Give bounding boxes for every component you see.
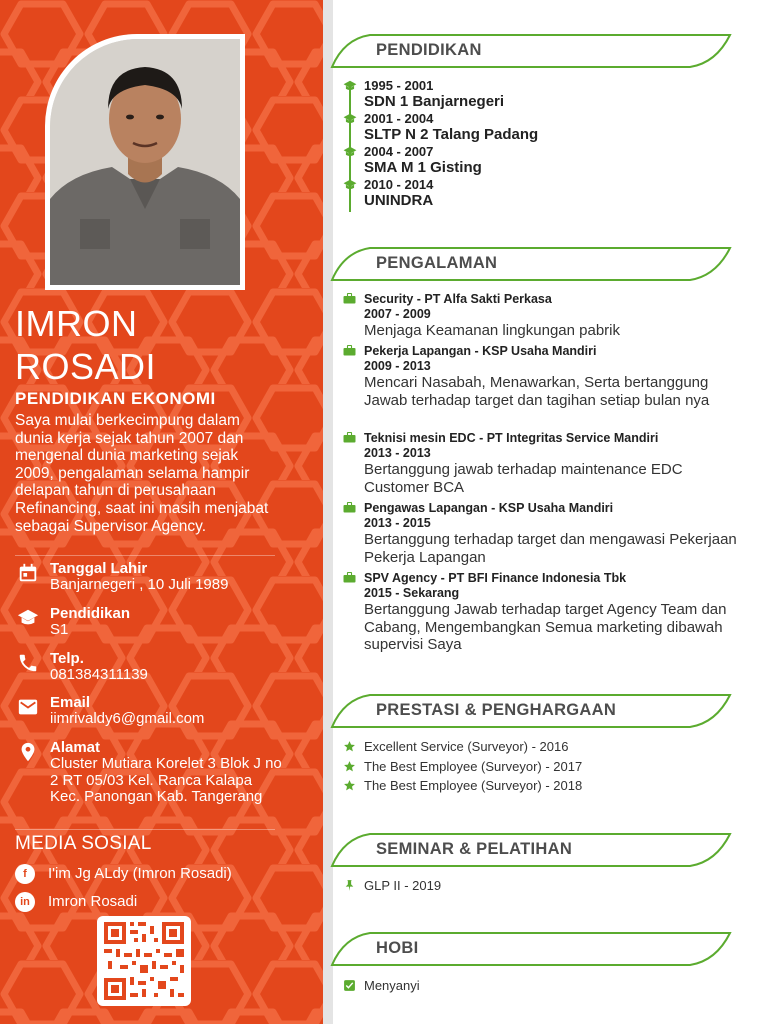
experience-desc: Mencari Nasabah, Menawarkan, Serta bertanggung Jawab terhadap target dan tagihan setiap bulan nya (364, 374, 710, 409)
education-years: 2004 - 2007 (364, 144, 434, 159)
section-header-hobbies (330, 931, 735, 967)
calendar-icon (17, 562, 39, 584)
info-value: S1 (50, 621, 69, 638)
info-address (15, 739, 305, 829)
section-title: PENGALAMAN (376, 254, 498, 272)
experience-item (343, 571, 743, 657)
achievement-text: Excellent Service (Surveyor) - 2016 (364, 739, 569, 754)
location-pin-icon (17, 741, 39, 763)
linkedin-icon: in (15, 892, 35, 912)
profile-sidebar (0, 0, 323, 1024)
graduation-cap-icon (343, 80, 357, 92)
side-stripe (323, 0, 333, 1024)
info-label: Tanggal Lahir (50, 560, 148, 577)
info-value[interactable]: iimrivaldy6@gmail.com (50, 710, 205, 727)
profile-title: PENDIDIKAN EKONOMI (15, 389, 216, 408)
seminar-text: GLP II - 2019 (364, 878, 442, 893)
section-header-experience (330, 246, 735, 282)
education-years: 2010 - 2014 (364, 177, 434, 192)
education-years: 2001 - 2004 (364, 111, 434, 126)
info-birth (15, 560, 305, 600)
profile-photo-frame (45, 34, 245, 290)
graduation-cap-icon (343, 146, 357, 158)
experience-item (343, 344, 743, 429)
info-phone (15, 650, 305, 690)
briefcase-icon (343, 502, 356, 513)
experience-role: Security - PT Alfa Sakti Perkasa (364, 292, 552, 306)
achievement-text: The Best Employee (Surveyor) - 2017 (364, 759, 583, 774)
qr-code[interactable] (97, 916, 191, 1006)
achievement-text: The Best Employee (Surveyor) - 2018 (364, 778, 583, 793)
star-icon (343, 779, 356, 792)
last-name: ROSADI (15, 346, 157, 387)
education-years: 1995 - 2001 (364, 78, 434, 93)
experience-role: Pekerja Lapangan - KSP Usaha Mandiri (364, 344, 597, 358)
education-school: UNINDRA (364, 192, 434, 209)
briefcase-icon (343, 293, 356, 304)
section-title: PRESTASI & PENGHARGAAN (376, 701, 617, 719)
info-value[interactable]: 081384311139 (50, 666, 148, 683)
social-label: Imron Rosadi (48, 893, 138, 910)
first-name: IMRON (15, 303, 138, 344)
media-title: MEDIA SOSIAL (15, 833, 152, 854)
education-school: SDN 1 Banjarnegeri (364, 93, 505, 110)
info-label: Alamat (50, 739, 101, 756)
info-value: Cluster Mutiara Korelet 3 Blok J no 2 RT 05/03 Kel. Ranca Kalapa Kec. Panongan Kab. Tangerang (50, 755, 282, 805)
experience-item (343, 431, 743, 499)
checkbox-icon (343, 979, 356, 992)
section-title: PENDIDIKAN (376, 41, 482, 59)
hobby-text: Menyanyi (364, 978, 420, 993)
info-education (15, 605, 305, 645)
info-email (15, 694, 305, 734)
info-label: Telp. (50, 650, 84, 667)
envelope-icon (17, 696, 39, 718)
experience-desc: Bertanggung Jawab terhadap target Agency Team dan Cabang, Mengembangkan Semua marketing dibawah supervisi Saya (364, 601, 727, 653)
divider (15, 829, 275, 830)
experience-years: 2013 - 2015 (364, 516, 431, 530)
briefcase-icon (343, 345, 356, 356)
info-value: Banjarnegeri , 10 Juli 1989 (50, 576, 229, 593)
resume-main (323, 0, 768, 1024)
experience-desc: Bertanggung terhadap target dan mengawasi Pekerjaan Pekerja Lapangan (364, 531, 737, 566)
divider (15, 555, 275, 556)
briefcase-icon (343, 572, 356, 583)
section-header-seminars (330, 832, 735, 868)
full-name (15, 302, 156, 388)
profile-summary: Saya mulai berkecimpung dalam dunia kerja sejak tahun 2007 dan mengenal dunia marketing sejak 2009, pengalaman selama hampir delapan tahun di perusahaan Refinancing, saat ini masih menjabat sebagai Supervisor Agency. (15, 412, 269, 535)
experience-years: 2013 - 2013 (364, 446, 431, 460)
experience-item (343, 501, 743, 569)
section-header-achievements (330, 693, 735, 729)
graduation-cap-icon (343, 179, 357, 191)
pushpin-icon (343, 879, 356, 892)
briefcase-icon (343, 432, 356, 443)
education-school: SMA M 1 Gisting (364, 159, 482, 176)
experience-years: 2009 - 2013 (364, 359, 431, 373)
profile-photo (50, 39, 240, 285)
experience-role: SPV Agency - PT BFI Finance Indonesia Tbk (364, 571, 627, 585)
section-header-education (330, 33, 735, 69)
phone-icon (17, 652, 39, 674)
experience-item (343, 292, 743, 342)
experience-desc: Menjaga Keamanan lingkungan pabrik (364, 322, 621, 339)
experience-years: 2015 - Sekarang (364, 586, 460, 600)
info-label: Email (50, 694, 91, 711)
education-school: SLTP N 2 Talang Padang (364, 126, 539, 143)
graduation-cap-icon (343, 113, 357, 125)
section-title: HOBI (376, 939, 419, 957)
facebook-icon: f (15, 864, 35, 884)
experience-years: 2007 - 2009 (364, 307, 431, 321)
experience-desc: Bertanggung jawab terhadap maintenance EDC Customer BCA (364, 461, 683, 496)
section-title: SEMINAR & PELATIHAN (376, 840, 573, 858)
experience-role: Teknisi mesin EDC - PT Integritas Service Mandiri (364, 431, 659, 445)
social-label: I'im Jg ALdy (Imron Rosadi) (48, 865, 232, 882)
star-icon (343, 760, 356, 773)
graduation-cap-icon (17, 607, 39, 629)
info-label: Pendidikan (50, 605, 131, 622)
experience-role: Pengawas Lapangan - KSP Usaha Mandiri (364, 501, 614, 515)
star-icon (343, 740, 356, 753)
